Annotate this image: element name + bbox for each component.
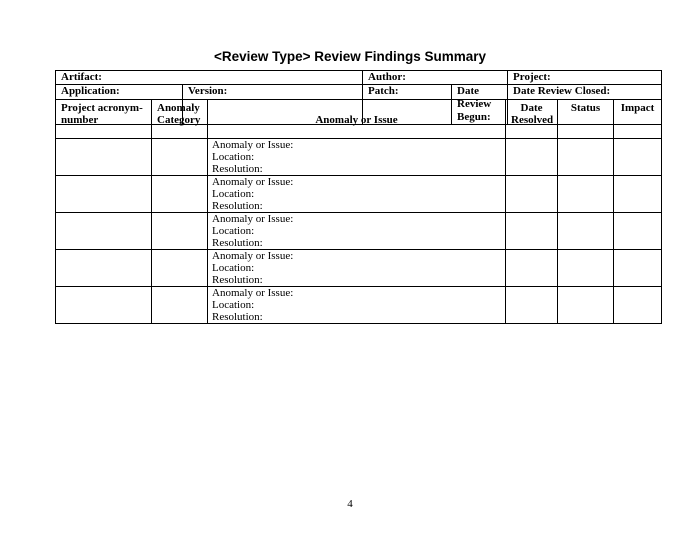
category-cell[interactable] <box>152 213 208 250</box>
table-row <box>56 176 662 213</box>
resolution-label: Resolution: <box>212 274 263 286</box>
issue-cell[interactable] <box>208 250 506 287</box>
col-project-header: Project acronym-number <box>56 100 152 139</box>
page-number: 4 <box>347 498 353 510</box>
anomaly-label: Anomaly or Issue: <box>212 287 294 299</box>
resolution-label: Resolution: <box>212 163 263 175</box>
col-anomaly-issue-header: Anomaly or Issue <box>208 100 506 139</box>
project-cell[interactable] <box>56 176 152 213</box>
date-resolved-cell[interactable] <box>506 213 558 250</box>
version-field[interactable]: Version: <box>183 85 363 125</box>
project-cell[interactable] <box>56 139 152 176</box>
findings-table <box>55 99 662 324</box>
date-resolved-cell[interactable] <box>506 139 558 176</box>
table-row <box>56 287 662 324</box>
category-cell[interactable] <box>152 176 208 213</box>
resolution-label: Resolution: <box>212 200 263 212</box>
impact-cell[interactable] <box>614 176 662 213</box>
application-field[interactable]: Application: <box>56 85 183 125</box>
issue-cell[interactable] <box>208 176 506 213</box>
category-cell[interactable] <box>152 287 208 324</box>
impact-cell[interactable] <box>614 287 662 324</box>
project-field[interactable]: Project: <box>508 71 662 85</box>
page-title: <Review Type> Review Findings Summary <box>213 49 487 64</box>
category-cell[interactable] <box>152 139 208 176</box>
date-resolved-cell[interactable] <box>506 176 558 213</box>
findings-header-row <box>56 100 662 139</box>
resolution-label: Resolution: <box>212 311 263 323</box>
location-label: Location: <box>212 262 255 274</box>
status-cell[interactable] <box>558 139 614 176</box>
status-cell[interactable] <box>558 250 614 287</box>
artifact-field[interactable]: Artifact: <box>56 71 363 85</box>
project-cell[interactable] <box>56 250 152 287</box>
col-anomaly-category-header: Anomaly Category <box>152 100 208 139</box>
anomaly-label: Anomaly or Issue: <box>212 250 294 262</box>
table-row <box>56 250 662 287</box>
location-label: Location: <box>212 225 255 237</box>
col-status-header: Status <box>558 100 614 139</box>
date-resolved-cell[interactable] <box>506 250 558 287</box>
issue-cell[interactable] <box>208 213 506 250</box>
table-row <box>56 213 662 250</box>
impact-cell[interactable] <box>614 139 662 176</box>
header-row-artifact <box>56 71 662 85</box>
col-date-resolved-header: Date Resolved <box>506 100 558 139</box>
patch-field[interactable]: Patch: <box>363 85 452 125</box>
impact-cell[interactable] <box>614 250 662 287</box>
status-cell[interactable] <box>558 176 614 213</box>
status-cell[interactable] <box>558 213 614 250</box>
location-label: Location: <box>212 299 255 311</box>
project-cell[interactable] <box>56 287 152 324</box>
issue-cell[interactable] <box>208 139 506 176</box>
anomaly-label: Anomaly or Issue: <box>212 139 294 151</box>
date-resolved-cell[interactable] <box>506 287 558 324</box>
author-field[interactable]: Author: <box>363 71 508 85</box>
status-cell[interactable] <box>558 287 614 324</box>
anomaly-label: Anomaly or Issue: <box>212 176 294 188</box>
project-cell[interactable] <box>56 213 152 250</box>
table-row <box>56 139 662 176</box>
category-cell[interactable] <box>152 250 208 287</box>
col-impact-header: Impact <box>614 100 662 139</box>
issue-cell[interactable] <box>208 287 506 324</box>
anomaly-label: Anomaly or Issue: <box>212 213 294 225</box>
impact-cell[interactable] <box>614 213 662 250</box>
date-begun-field[interactable]: Date Review Begun: <box>452 85 508 125</box>
resolution-label: Resolution: <box>212 237 263 249</box>
location-label: Location: <box>212 188 255 200</box>
date-closed-field[interactable]: Date Review Closed: <box>508 85 662 125</box>
location-label: Location: <box>212 151 255 163</box>
